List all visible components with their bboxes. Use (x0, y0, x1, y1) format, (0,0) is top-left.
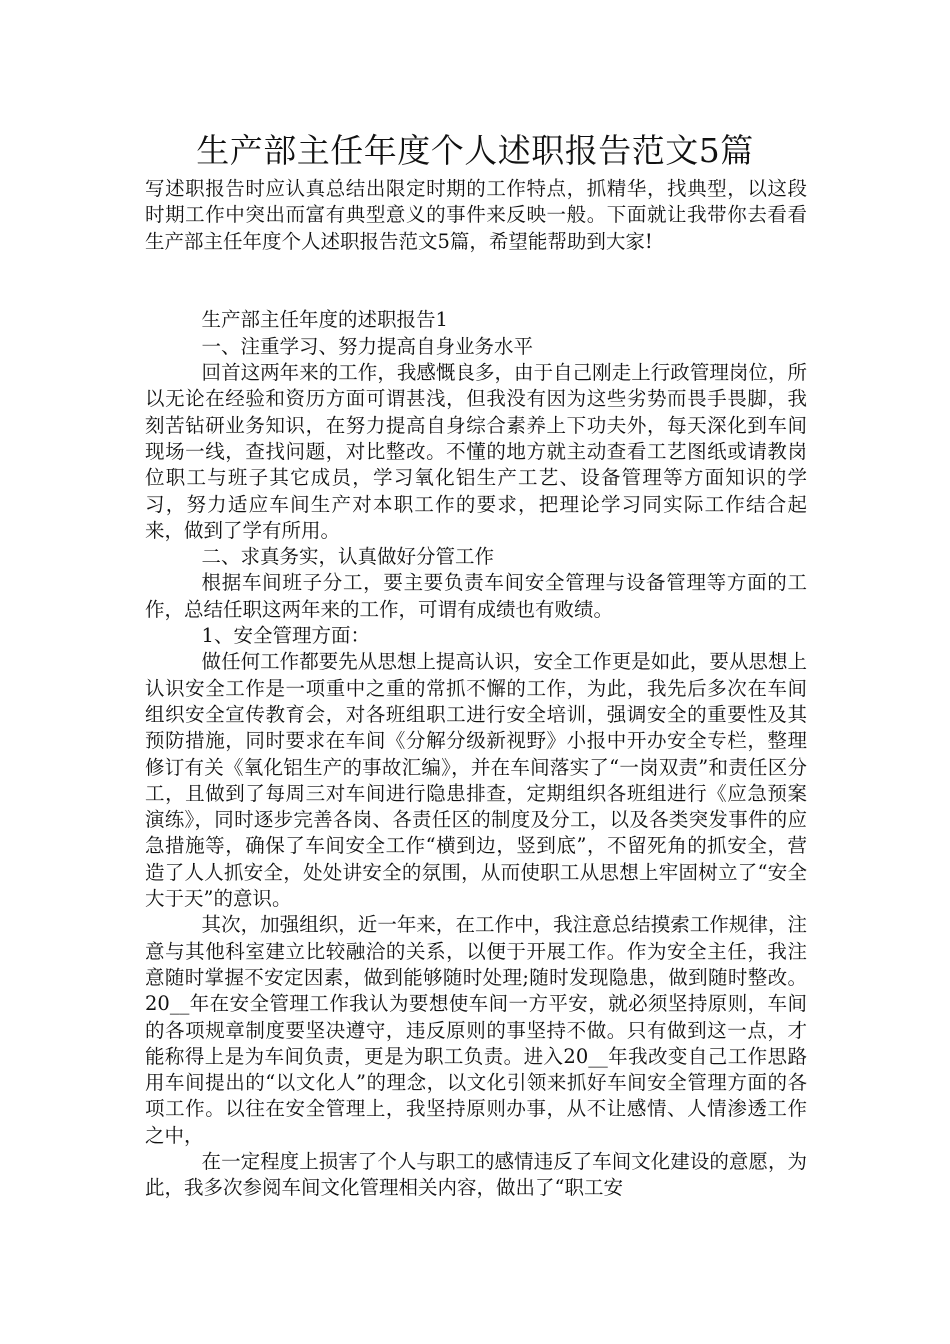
paragraph-organization: 其次，加强组织，近一年来，在工作中，我注意总结摸索工作规律，注意与其他科室建立比较融洽的关系，以便于开展工作。作为安全主任，我注意随时掌握不安定因素，做到能够随时处理;随时发现隐患，做到随时整改。20__年在安全管理工作我认为要想使车间一方平安，就必须坚持原则，车间的各项规章制度要坚决遵守，违反原则的事坚持不做。只有做到这一点，才能称得上是为车间负责，更是为职工负责。进入20__年我改变自己工作思路用车间提出的“以文化人”的理念，以文化引领来抓好车间安全管理方面的各项工作。以往在安全管理上，我坚持原则办事，从不让感情、人情渗透工作之中， (145, 913, 807, 1147)
section-title: 生产部主任年度的述职报告1 (201, 308, 448, 332)
paragraph-division: 根据车间班子分工，要主要负责车间安全管理与设备管理等方面的工作，总结任职这两年来的工作，可谓有成绩也有败绩。 (145, 571, 807, 621)
paragraph-culture: 在一定程度上损害了个人与职工的感情违反了车间文化建设的意愿，为此，我多次参阅车间文化管理相关内容，做出了“职工安 (145, 1149, 807, 1200)
intro-paragraph: 写述职报告时应认真总结出限定时期的工作特点，抓精华，找典型，以这段时期工作中突出而富有典型意义的事件来反映一般。下面就让我带你去看看生产部主任年度个人述职报告范文5篇，希望能帮助到大家! (145, 177, 807, 253)
document-body (145, 176, 807, 1202)
blank-line (145, 255, 807, 308)
document-title: 生产部主任年度个人述职报告范文5篇 (196, 131, 754, 170)
paragraph-safety: 做任何工作都要先从思想上提高认识，安全工作更是如此，要从思想上认识安全工作是一项重中之重的常抓不懈的工作，为此，我先后多次在车间组织安全宣传教育会，对各班组职工进行安全培训，强调安全的重要性及其预防措施，同时要求在车间《分解分级新视野》小报中开办安全专栏，整理修订有关《氧化铝生产的事故汇编》，并在车间落实了“一岗双责”和责任区分工，且做到了每周三对车间进行隐患排查，定期组织各班组进行《应急预案演练》，同时逐步完善各岗、各责任区的制度及分工，以及各类突发事件的应急措施等，确保了车间安全工作“横到边，竖到底”，不留死角的抓安全，营造了人人抓安全，处处讲安全的氛围，从而使职工从思想上牢固树立了“安全大于天”的意识。 (145, 650, 807, 911)
heading-study: 一、注重学习、努力提高自身业务水平 (201, 334, 534, 358)
heading-safety: 1、安全管理方面： (201, 624, 370, 648)
heading-work: 二、求真务实，认真做好分管工作 (201, 545, 495, 569)
paragraph-review: 回首这两年来的工作，我感慨良多，由于自己刚走上行政管理岗位，所以无论在经验和资历方面可谓甚浅，但我没有因为这些劣势而畏手畏脚，我刻苦钻研业务知识，在努力提高自身综合素养上下功夫外，每天深化到车间现场一线，查找问题，对比整改。不懂的地方就主动查看工艺图纸或请教岗位职工与班子其它成员，学习氧化铝生产工艺、设备管理等方面知识的学习，努力适应车间生产对本职工作的要求，把理论学习同实际工作结合起来，做到了学有所用。 (145, 361, 807, 542)
